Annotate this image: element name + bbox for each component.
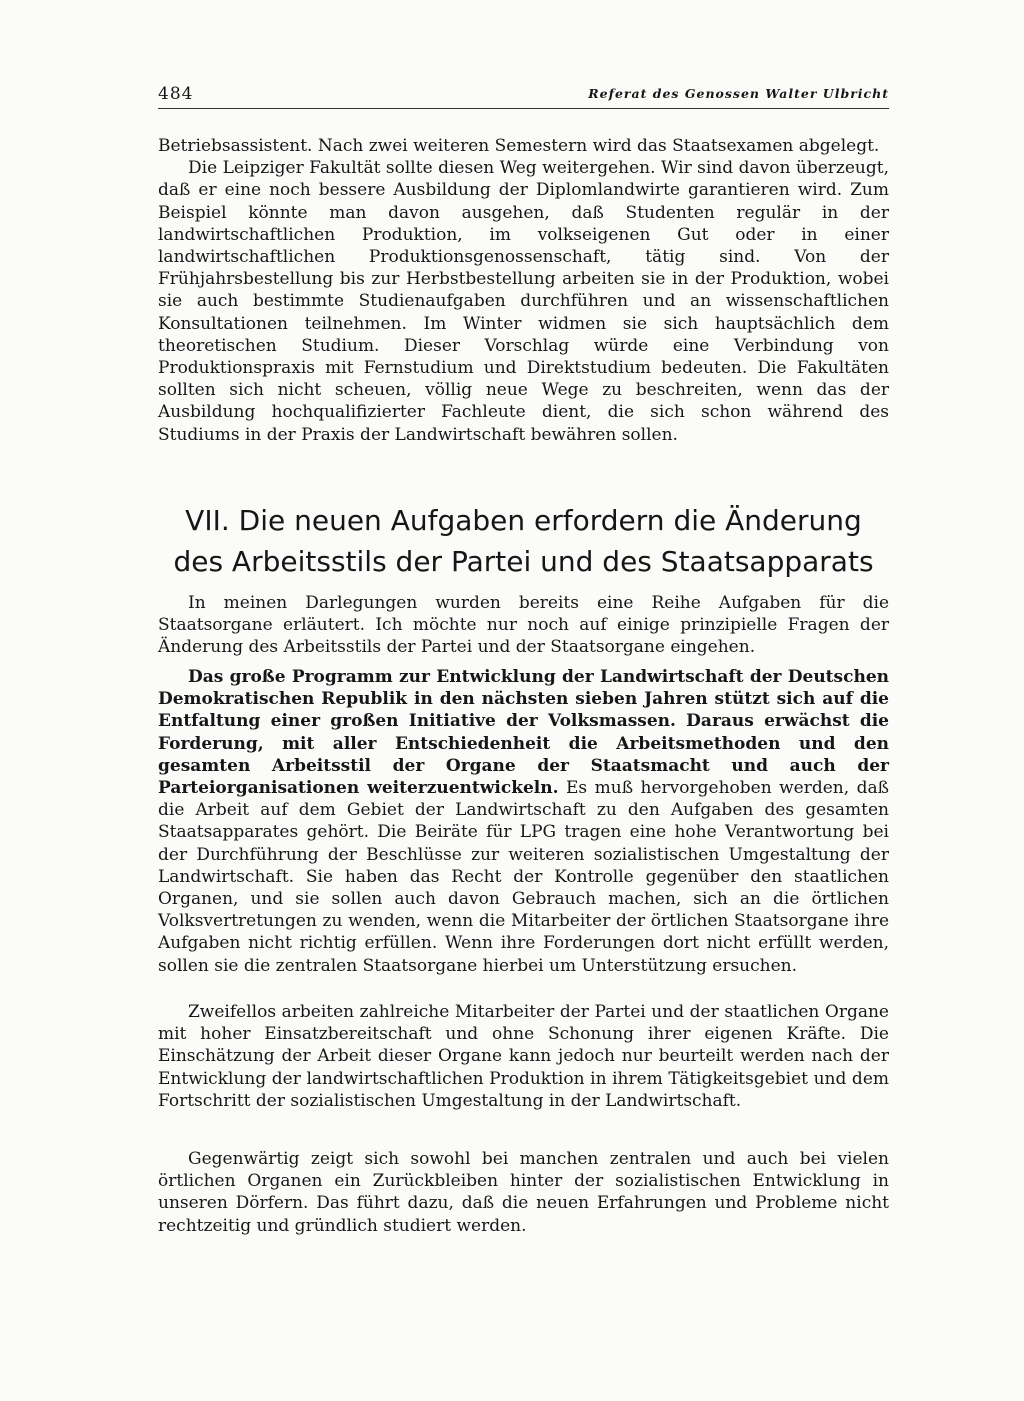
- text-block-section-intro: [158, 592, 889, 659]
- text-block-intro: [158, 135, 889, 446]
- paragraph-leipzig-faculty: Die Leipziger Fakultät sollte diesen Weg weitergehen. Wir sind davon überzeugt, daß er eine noch bessere Ausbildung der Diplomlandwirte garantieren wird. Zum Beispiel könnte man davon ausgehen, daß Studenten regulär in der landwirtschaftlichen Produktion, im volkseigenen Gut oder in einer landwirtschaftlichen Produktionsgenossenschaft, tätig sind. Von der Frühjahrsbestellung bis zur Herbstbestellung arbeiten sie in der Produktion, wobei sie auch bestimmte Studienaufgaben durchführen und an wissenschaftlichen Konsultationen teilnehmen. Im Winter widmen sie sich hauptsächlich dem theoretischen Studium. Dieser Vorschlag würde eine Verbindung von Produktionspraxis mit Fernstudium und Direktstudium bedeuten. Die Fakultäten sollten sich nicht scheuen, völlig neue Wege zu beschreiten, wenn das der Ausbildung hochqualifizierter Fachleute dient, die sich schon während des Studiums in der Praxis der Landwirtschaft bewähren sollen.: [158, 158, 889, 445]
- text-block-program: [158, 666, 889, 977]
- page-header: [158, 84, 889, 110]
- paragraph-staff: Zweifellos arbeiten zahlreiche Mitarbeiter der Partei und der staatlichen Organe mit hoher Einsatzbereitschaft und ohne Schonung ihrer eigenen Kräfte. Die Einschätzung der Arbeit dieser Organe kann jedoch nur beurteilt werden nach der Entwicklung der landwirtschaftlichen Produktion in ihrem Tätigkeitsgebiet und dem Fortschritt der sozialistischen Umgestaltung in der Landwirtschaft.: [158, 1002, 889, 1111]
- paragraph-current-state: Gegenwärtig zeigt sich sowohl bei manchen zentralen und auch bei vielen örtlichen Organen ein Zurückbleiben hinter der sozialistischen Entwicklung in unseren Dörfern. Das führt dazu, daß die neuen Erfahrungen und Probleme nicht rechtzeitig und gründlich studiert werden.: [158, 1149, 889, 1236]
- page-number: 484: [158, 84, 194, 104]
- paragraph-continuation: Betriebsassistent. Nach zwei weiteren Semestern wird das Staatsexamen abgelegt.: [158, 136, 880, 156]
- paragraph-explanations: In meinen Darlegungen wurden bereits eine Reihe Aufgaben für die Staatsorgane erläutert. Ich möchte nur noch auf einige prinzipielle Fragen der Änderung des Arbeitsstils der Partei und der Staatsorgane eingehen.: [158, 593, 889, 658]
- text-block-current: [158, 1148, 889, 1237]
- running-head: Referat des Genossen Walter Ulbricht: [588, 86, 889, 101]
- header-rule: [158, 108, 889, 109]
- section-heading: [158, 500, 889, 582]
- paragraph-program-rest: Es muß hervorgehoben werden, daß die Arbeit auf dem Gebiet der Landwirtschaft zu den Aufgaben des gesamten Staatsapparates gehört. Die Beiräte für LPG tragen eine hohe Verantwortung bei der Durchführung der Beschlüsse zur weiteren sozialistischen Umgestaltung der Landwirtschaft. Sie haben das Recht der Kontrolle gegenüber den staatlichen Organen, und sie sollen auch davon Gebrauch machen, sich an die örtlichen Volksvertretungen zu wenden, wenn die Mitarbeiter der örtlichen Staatsorgane ihre Aufgaben nicht richtig erfüllen. Wenn ihre Forderungen dort nicht erfüllt werden, sollen sie die zentralen Staatsorgane hierbei um Unterstützung ersuchen.: [158, 778, 889, 976]
- section-heading-line-2: des Arbeitsstils der Partei und des Staatsapparats: [173, 545, 874, 578]
- section-heading-line-1: VII. Die neuen Aufgaben erfordern die Änderung: [185, 504, 862, 537]
- paragraph-program-bold: Das große Programm zur Entwicklung der Landwirtschaft der Deutschen Demokratischen Republik in den nächsten sieben Jahren stützt sich auf die Entfaltung einer großen Initiative der Volksmassen. Daraus erwächst die Forderung, mit aller Entschiedenheit die Arbeitsmethoden und den gesamten Arbeitsstil der Organe der Staatsmacht und auch der Parteiorganisationen weiterzuentwickeln.: [158, 667, 889, 799]
- paragraph-program: [158, 666, 889, 977]
- text-block-staff: [158, 1001, 889, 1112]
